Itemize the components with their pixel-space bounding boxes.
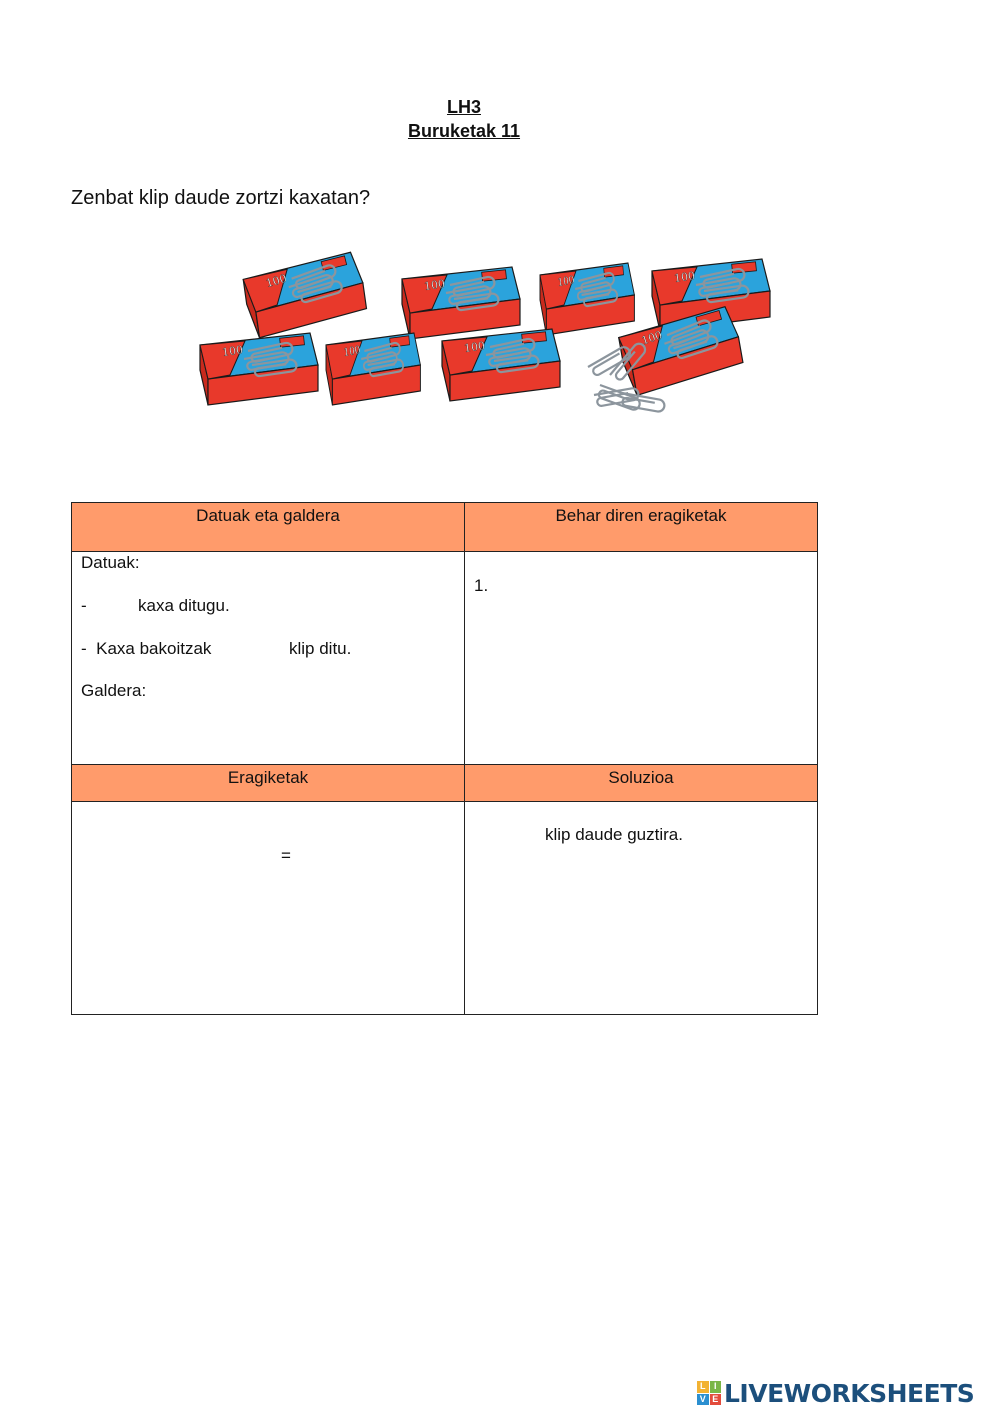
- table-border-left: [71, 502, 72, 1015]
- data-line2-text: - Kaxa bakoitzak: [81, 639, 212, 658]
- worksheet-title: Buruketak 11: [407, 121, 521, 141]
- box-2: [402, 267, 520, 339]
- liveworksheets-brand: LIVEWORKSHEETS: [724, 1378, 975, 1408]
- data-label: Datuak:: [81, 553, 140, 572]
- solution-text: klip daude guztira.: [545, 825, 683, 844]
- box-8: [617, 305, 746, 396]
- table-rule: [71, 801, 818, 802]
- level-heading: LH3: [446, 97, 481, 117]
- header-data-question: Datuak eta galdera: [72, 503, 464, 551]
- box-3: [540, 263, 634, 335]
- header-solution: Soluzioa: [465, 765, 817, 801]
- liveworksheets-mark-icon: L I V E: [697, 1381, 721, 1405]
- question-label: Galdera:: [81, 681, 147, 700]
- box-5: [200, 333, 318, 405]
- table-rule: [71, 551, 818, 552]
- box-6: [326, 333, 420, 405]
- table-rule: [71, 764, 818, 765]
- liveworksheets-logo[interactable]: [697, 1377, 974, 1409]
- data-line2-end: klip ditu.: [289, 639, 352, 658]
- box-7: [442, 329, 560, 401]
- operations-item-1: 1.: [474, 576, 489, 595]
- table-border-bottom: [71, 1014, 818, 1015]
- table-border-top: [71, 502, 818, 503]
- question-text: Zenbat klip daude zortzi kaxatan?: [71, 187, 371, 209]
- header-operations-needed: Behar diren eragiketak: [465, 503, 817, 551]
- table-column-divider: [464, 502, 465, 1015]
- data-line1-dash: -: [81, 596, 87, 615]
- box-1: [242, 251, 369, 339]
- paperclip-boxes-illustration: 100: [190, 235, 780, 420]
- header-operations: Eragiketak: [72, 765, 464, 801]
- data-line1-text: kaxa ditugu.: [138, 596, 230, 615]
- equals-sign: =: [281, 846, 291, 865]
- table-border-right: [817, 502, 818, 1015]
